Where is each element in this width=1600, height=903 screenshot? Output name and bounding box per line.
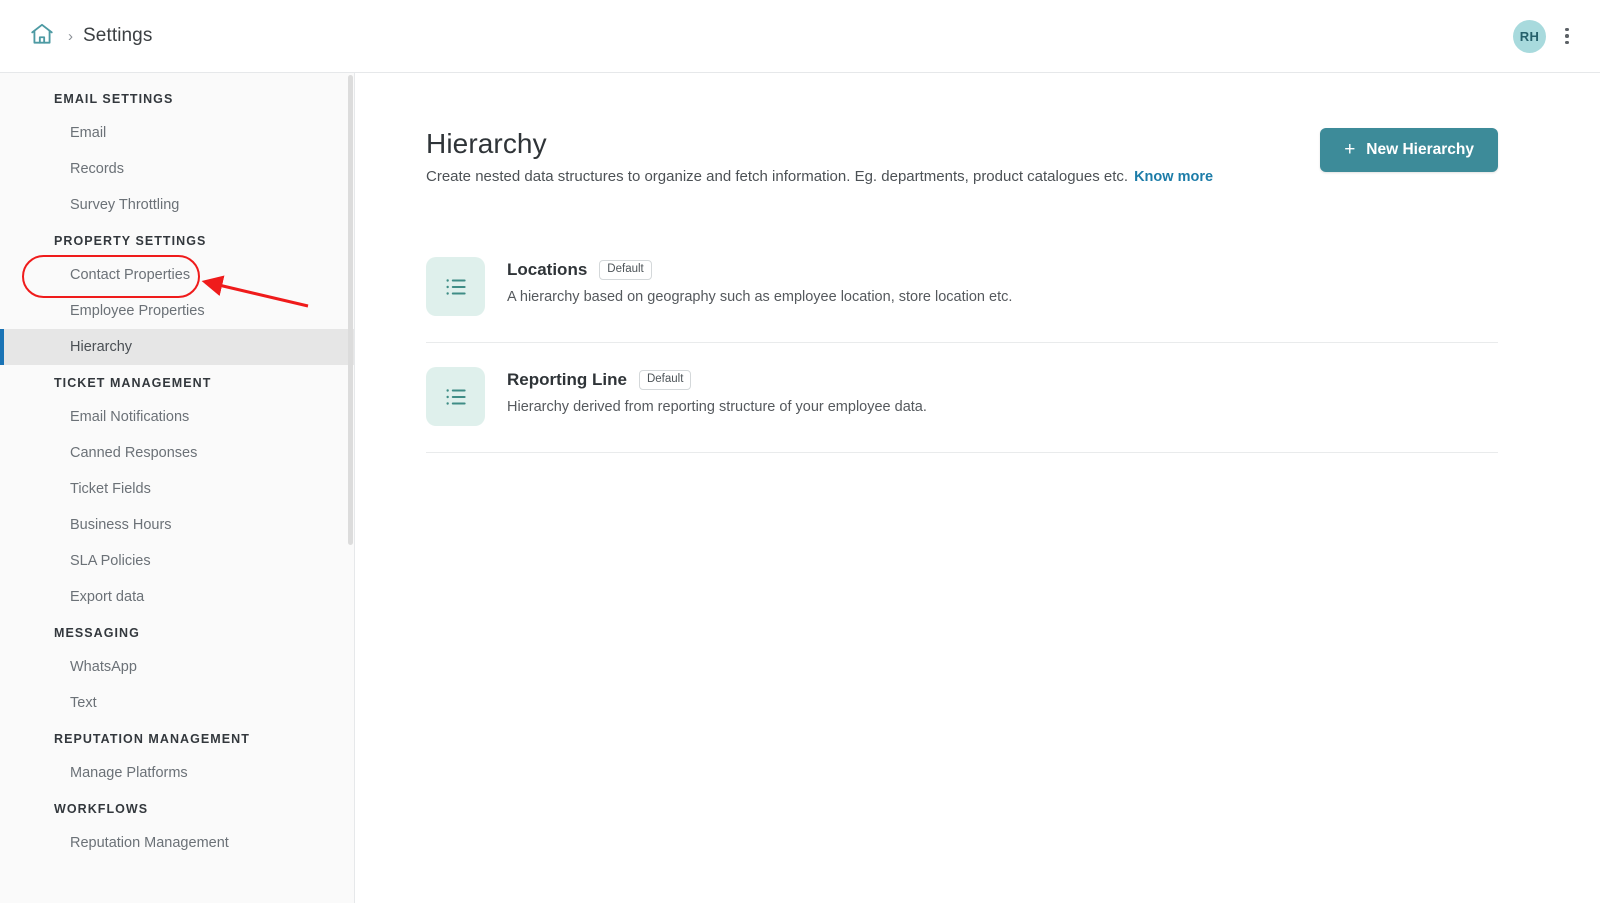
list-hierarchy-icon <box>426 367 485 426</box>
sidebar-item-sla-policies[interactable]: SLA Policies <box>70 553 151 569</box>
page-title: Hierarchy <box>426 128 547 159</box>
sidebar-section-heading: WORKFLOWS <box>54 802 149 816</box>
plus-icon: + <box>1344 138 1356 160</box>
sidebar-section-heading: PROPERTY SETTINGS <box>54 234 207 248</box>
page-subtitle-text: Create nested data structures to organize and fetch information. Eg. departments, product catalogues etc. <box>426 168 1129 185</box>
sidebar-item-canned-responses[interactable]: Canned Responses <box>70 445 198 461</box>
page-subtitle <box>426 168 1213 185</box>
sidebar-item-text[interactable]: Text <box>70 695 97 711</box>
sidebar-item-ticket-fields[interactable]: Ticket Fields <box>70 481 151 497</box>
sidebar-section-heading: MESSAGING <box>54 626 140 640</box>
hierarchy-row-body <box>507 367 927 415</box>
sidebar-item-reputation-management[interactable]: Reputation Management <box>70 835 229 851</box>
settings-sidebar[interactable] <box>0 73 355 903</box>
hierarchy-row-title-line <box>507 370 927 390</box>
breadcrumb-separator: › <box>68 27 73 45</box>
hierarchy-row[interactable] <box>426 233 1498 343</box>
avatar[interactable]: RH <box>1513 20 1546 53</box>
sidebar-item-employee-properties[interactable]: Employee Properties <box>70 303 205 319</box>
sidebar-item-email-notifications[interactable]: Email Notifications <box>70 409 190 425</box>
hierarchy-row-body <box>507 257 1012 305</box>
sidebar-section-heading: REPUTATION MANAGEMENT <box>54 732 250 746</box>
sidebar-item-manage-platforms[interactable]: Manage Platforms <box>70 765 188 781</box>
new-hierarchy-button-label: New Hierarchy <box>1366 141 1474 158</box>
sidebar-scrollbar[interactable] <box>348 73 353 903</box>
home-button[interactable] <box>24 18 60 54</box>
sidebar-item-hierarchy[interactable]: Hierarchy <box>0 329 354 365</box>
page-header <box>426 128 1498 185</box>
sidebar-item-whatsapp[interactable]: WhatsApp <box>70 659 137 675</box>
top-bar <box>0 0 1600 73</box>
sidebar-section-heading: EMAIL SETTINGS <box>54 92 174 106</box>
hierarchy-row-title: Reporting Line <box>507 370 627 389</box>
new-hierarchy-button[interactable] <box>1320 128 1498 172</box>
hierarchy-row-description: Hierarchy derived from reporting structure of your employee data. <box>507 399 927 415</box>
sidebar-scrollbar-thumb[interactable] <box>348 75 353 545</box>
know-more-link[interactable]: Know more <box>1134 169 1214 185</box>
list-hierarchy-icon <box>426 257 485 316</box>
hierarchy-row-title: Locations <box>507 260 588 279</box>
sidebar-item-email[interactable]: Email <box>70 125 107 141</box>
sidebar-item-survey-throttling[interactable]: Survey Throttling <box>70 197 180 213</box>
breadcrumb-title: Settings <box>83 25 153 46</box>
home-icon <box>29 21 55 52</box>
kebab-menu-icon[interactable] <box>1558 23 1576 49</box>
sidebar-item-records[interactable]: Records <box>70 161 124 177</box>
sidebar-item-contact-properties[interactable]: Contact Properties <box>70 267 191 283</box>
sidebar-section-heading: TICKET MANAGEMENT <box>54 376 212 390</box>
topbar-actions <box>1513 20 1576 53</box>
sidebar-item-export-data[interactable]: Export data <box>70 589 145 605</box>
hierarchy-list <box>426 233 1498 453</box>
sidebar-item-business-hours[interactable]: Business Hours <box>70 517 172 533</box>
status-badge: Default <box>639 370 691 390</box>
hierarchy-row-title-line <box>507 260 1012 280</box>
main-content <box>355 73 1600 903</box>
status-badge: Default <box>599 260 651 280</box>
hierarchy-row-description: A hierarchy based on geography such as employee location, store location etc. <box>507 289 1013 305</box>
hierarchy-row[interactable] <box>426 343 1498 453</box>
